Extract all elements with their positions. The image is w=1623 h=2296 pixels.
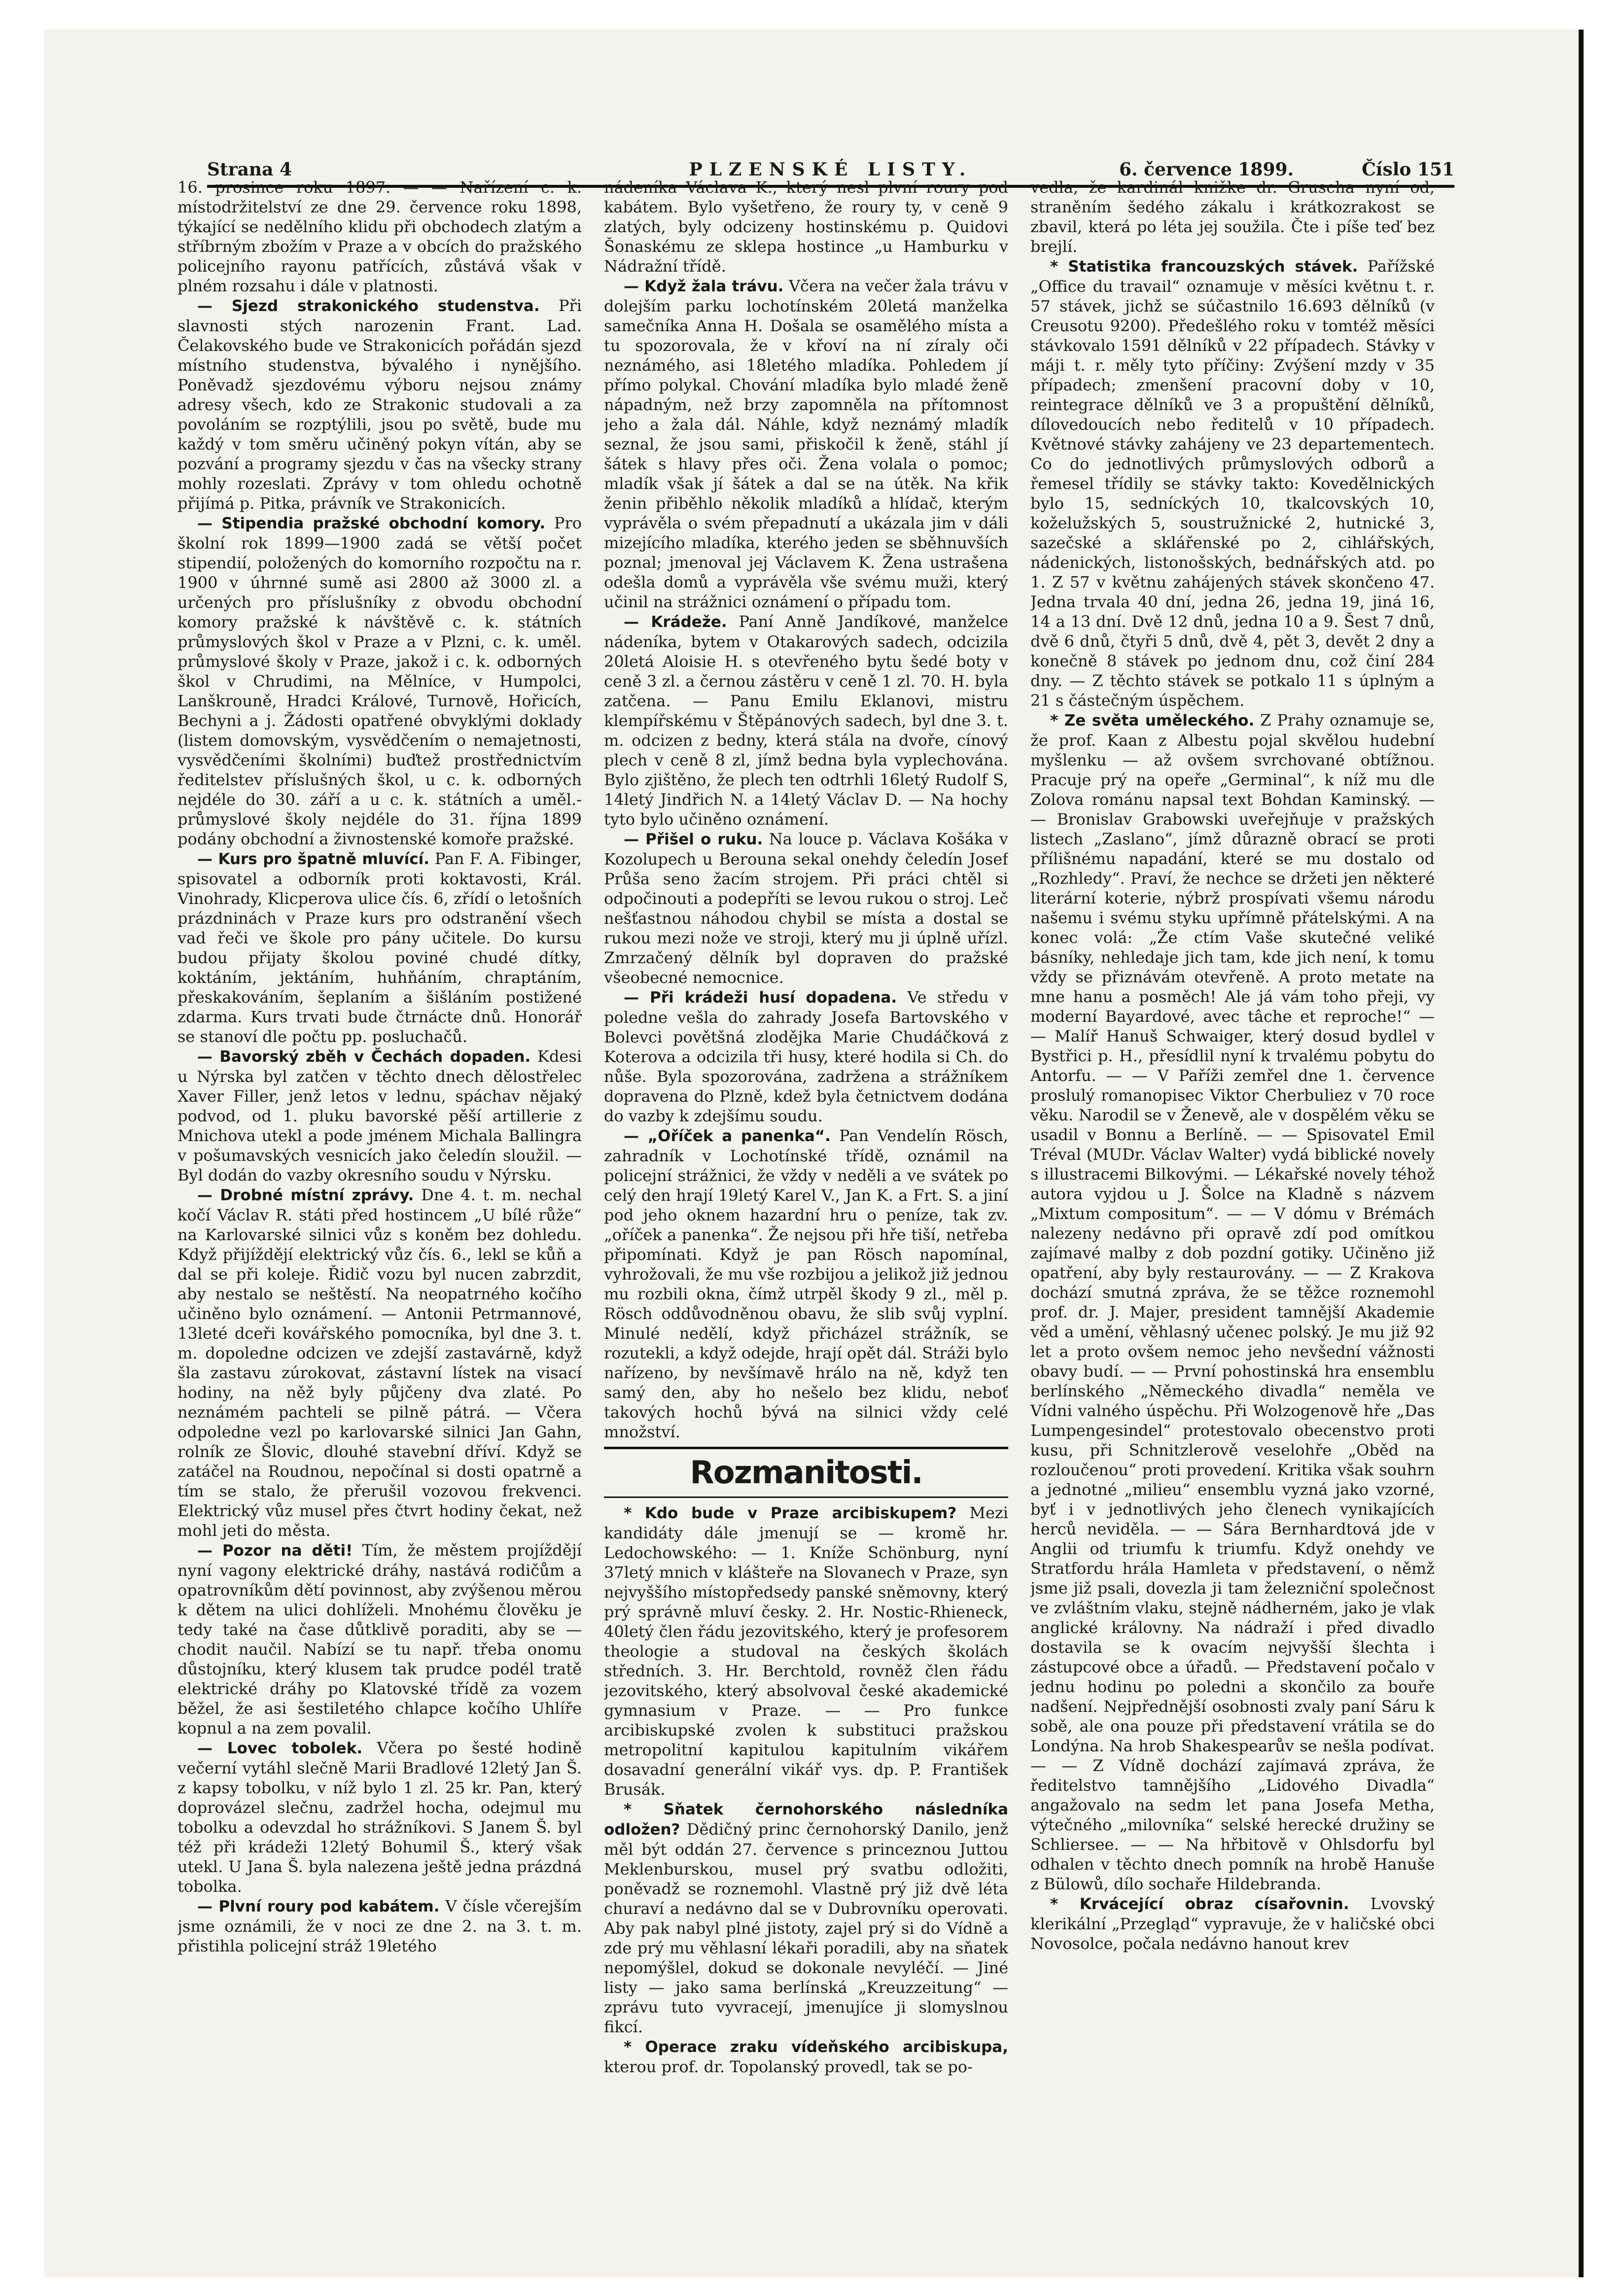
article-text: Pařížské „Office du travail“ oznamuje v měsíci květnu t. r. 57 stávek, jichž se súčastnilo 16.693 dělníků (v Creusotu 9200). Předešlého roku v tomtéž měsíci stávkovalo 1591 dělníků v 22 případech. Stávky v máji t. r. měly tyto příčiny: Zvýšení mzdy v 35 případech; zmenšení pracovní doby v 10, reintegrace dělníků ve 3 a propuštění dělníků, dílovedoucích nebo ředitelů v 10 případech. Květnové stávky zahájeny ve 23 departementech. Co do jednotlivých průmyslových odborů a řemesel třídily se stávky takto: Kovedělnických bylo 15, sedníckých 10, tkalcovských 10, koželužských 5, soustružnické 2, hutnické 3, sazečské a sklářenské po 2, cihlářských, nádenických, listonošských, bednářských atd. po 1. Z 57 v květnu zahájených stávek skončeno 47. Jedna trvala 40 dní, jedna 26, jedna 19, jiná 16, 14 a 13 dní. Dvě 12 dnů, jedna 10 a 9. Šest 7 dnů, dvě 6 dnů, čtyři 5 dnů, dvě 4, pět 3, devět 2 dny a konečně 8 stávek po jednom dnu, což činí 284 dny. — Z těchto stávek se potkalo 11 s úplným a 21 s částečným úspěchem. xyxy=(1030,257,1435,710)
article-text: Včera po šesté hodině večerní vytáhl slečně Marii Bradlové 12letý Jan Š. z kapsy tobolku, v níž bylo 1 zl. 25 kr. Pan, který doprovázel slečnu, zadržel hocha, odejmul mu tobolku a odevzdal ho strážníkovi. S Janem Š. byl též při krádeži 12letý Bohumil Š., který však utekl. U Jana Š. byla nalezena ještě jedna prázdná tobolka. xyxy=(177,1739,582,1896)
article-paragraph xyxy=(177,1185,582,1540)
article-paragraph xyxy=(177,296,582,513)
article-paragraph xyxy=(604,177,1008,276)
article-headline: * Krvácející obraz císařovnin. xyxy=(1050,1895,1349,1913)
article-headline: — Při krádeži husí dopadena. xyxy=(624,989,897,1007)
article-text: Kdesi u Nýrska byl zatčen v těchto dnech dělostřelec Xaver Filler, jenž letos v lednu, spáchav nějaký podvod, od 1. pluku bavorské pěší artillerie z Mnichova utekl a pode jménem Michala Ballingra v pošumavských vesnicích jako čeledín sloužil. — Byl dodán do vazby okresního soudu v Nýrsku. xyxy=(177,1047,582,1184)
article-text: Mezi kandidáty dále jmenují se — kromě hr. Ledochowského: — 1. Kníže Schönburg, nyní 37letý mnich v klášteře na Slovanech v Praze, syn nejvyššího místopředsedy panské sněmovny, který prý správně mluví česky. 2. Hr. Nostic-Rhieneck, 40letý člen řádu jezovitského, který je profesorem theologie a studoval na českých školách středních. 3. Hr. Berchtold, rovněž člen řádu jezovitského, který absolvoval české akademické gymnasium v Praze. — — Pro funkce arcibiskupské zvolen k substituci pražskou metropolitní kapitulou kapitulním vikářem dosavadní generální vikář vys. dp. P. František Brusák. xyxy=(604,1503,1008,1799)
article-paragraph xyxy=(177,513,582,849)
article-text: Při slavnosti stých narozenin Frant. Lad. Čelakovského bude ve Strakonicích pořádán sjezd místního studenstva, bývalého i nynějšího. Poněvadž sjezdovému výboru nejsou známy adresy všech, kdo ze Strakonic studovali a za povoláním se rozptýlili, jsou po světě, bude mu každý v tom směru učiněný pokyn vítán, aby se pozvání a programy sjezdu v čas na všecky strany mohly rozeslati. Zprávy v tom ohledu ochotně přijímá p. Pitka, právník ve Strakonicích. xyxy=(177,296,582,513)
article-paragraph xyxy=(604,1799,1008,2037)
article-paragraph xyxy=(177,177,582,296)
article-headline: — Plvní roury pod kabátem. xyxy=(197,1898,440,1915)
column-3 xyxy=(1030,177,1435,2208)
issue-number: Číslo 151 xyxy=(1362,159,1454,180)
article-paragraph xyxy=(1030,256,1435,710)
article-text: Pan F. A. Fibinger, spisovatel a odborník proti koktavosti, Král. Vinohrady, Klicperova ulice čís. 6, zřídí o letošních prázdninách v Praze kurs pro odstranění všech vad řeči ve škole pro pány učitele. Do kursu budou přijaty školou poviné chudé dítky, koktáním, jektáním, huhňáním, chraptáním, přeskakováním, šeplaním a šišláním postižené zdarma. Kurs trvati bude čtrnácte dnů. Honorář se stanoví dle počtu pp. posluchačů. xyxy=(177,849,582,1046)
article-headline: — „Oříček a panenka“. xyxy=(624,1127,831,1145)
column-1 xyxy=(177,177,582,2208)
article-text: Dědičný princ černohorský Danilo, jenž měl být oddán 27. července s princeznou Juttou Meklenburskou, musel prý svatbu odložiti, poněvadž se roznemohl. Vlastně prý již dvě léta churaví a nedávno dal se v Dubrovníku operovati. Aby pak nabyl plné jistoty, zajel prý si do Vídně a zde prý mu věhlasní lékaři poradili, aby na sňatek nepomýšlel, dokud se dokonale nevyléčí. — Jiné listy — jako sama berlínská „Kreuzzeitung“ — zprávu tuto vyvracejí, jmenujíce ji slomyslnou fikcí. xyxy=(604,1820,1008,2036)
article-headline: * Ze světa uměleckého. xyxy=(1050,712,1255,730)
article-headline: — Krádeže. xyxy=(624,613,727,631)
article-paragraph xyxy=(1030,1894,1435,1953)
article-headline: — Přišel o ruku. xyxy=(624,831,763,848)
article-paragraph xyxy=(604,2037,1008,2077)
article-text: Ve středu v poledne vešla do zahrady Josefa Bartovského v Bolevci povětšná zlodějka Marie Chudáčková z Koterova a odcizila tři husy, které hodila si Ch. do nůše. Byla spozorována, zadržena a strážníkem dopravena do Plzně, kdež byla četnictvem dodána do vazby k zdejšímu soudu. xyxy=(604,988,1008,1125)
article-paragraph xyxy=(177,849,582,1046)
article-headline: * Operace zraku vídeňského arcibiskupa, xyxy=(624,2038,1008,2056)
article-text: kterou prof. dr. Topolanský provedl, tak se po- xyxy=(604,2057,973,2076)
article-paragraph xyxy=(177,1540,582,1738)
article-paragraph xyxy=(604,1503,1008,1799)
page-number: Strana 4 xyxy=(207,159,292,180)
column-2 xyxy=(604,177,1008,2208)
article-text: Na louce p. Václava Košáka v Kozolupech u Berouna sekal onehdy čeledín Josef Průša seno žacím strojem. Při práci chtěl si odpočinouti a podepříti se levou rukou o stroj. Leč nešťastnou náhodou chybil se místa a dostal se rukou mezi nože ve stroji, který mu ji úplně uřízl. Zmrzačený dělník byl dopraven do pražské všeobecné nemocnice. xyxy=(604,830,1008,987)
article-paragraph xyxy=(604,987,1008,1126)
article-paragraph xyxy=(177,1896,582,1956)
article-text: vedla, že kardinál knižke dr. Gruscha nyní od, straněním šedého zákalu i krátkozrakost se zbavil, která po léta jej soužila. Čte i píše teď bez brejlí. xyxy=(1030,178,1435,256)
article-paragraph xyxy=(604,829,1008,987)
article-headline: — Stipendia pražské obchodní komory. xyxy=(197,515,546,532)
article-text: nádeníka Václava K., který nesl plvní roury pod kabátem. Bylo vyšetřeno, že roury ty, v ceně 9 zlatých, byly odcizeny hostinskému p. Quidovi Šonaskému ze sklepa hostince „u Hamburku v Nádražní třídě. xyxy=(604,178,1008,276)
article-paragraph xyxy=(177,1046,582,1185)
newspaper-title: PLZENSKÉ LISTY. xyxy=(689,159,973,180)
article-headline: * Sňatek černohorského následníka odložen? xyxy=(604,1801,1008,1839)
section-title: Rozmanitosti. xyxy=(690,1455,922,1491)
article-text: Pan Vendelín Rösch, zahradník v Lochotínské třídě, oznámil na policejní strážnici, že vždy v neděli a ve svátek po celý den hrají 19letý Karel V., Jan K. a Frt. S. a jiní pod jeho oknem hazardní hru o peníze, tak zv. „oříček a panenka“. Že nejsou při hře tiší, netřeba připomínati. Když je pan Rösch napomínal, vyhrožovali, že mu vše rozbijou a jelikož již jednou mu rozbili okna, čímž utrpěl škody 9 zl., měl p. Rösch oddůvodněnou obavu, že slib svůj vyplní. Minulé nedělí, když přicházel strážník, se rozutekli, a když odejde, hrají opět dál. Stráži bylo nařízeno, by nevšímavě hrálo na ně, když ten samý den, aby ho nešelo bez klidu, neboť takových hochů bývá na silnici vždy celé množství. xyxy=(604,1126,1008,1441)
article-text: V čísle včerejším jsme oznámili, že v noci ze dne 2. na 3. t. m. přistihla policejní stráž 19letého xyxy=(177,1897,582,1955)
article-text: 16. prosince roku 1897. — — Nařízení c. k. místodržitelství ze dne 29. července roku 1898, týkající se nedělního klidu při obchodech zlatým a stříbrným zbožím v Praze a v obcích do pražského policejního rayonu patřících, zůstává však v plném rozsahu i dále v platnosti. xyxy=(177,178,582,295)
article-text: Tím, že městem projíždějí nyní vagony elektrické dráhy, nastává rodičům a opatrovníkům dětí povinnost, aby zvýšenou měrou k dětem na ulici dohlíželi. Mnohému člověku je tedy také na čase důtklivě poraditi, aby se — chodit naučil. Nabízí se tu např. třeba onomu důstojníku, který klusem tak prudce podél tratě elektrické dráhy po Klatovské třídě za vozem běžel, že asi šestiletého chlapce kočího Uhlíře kopnul a na zem povalil. xyxy=(177,1541,582,1738)
article-text: Dne 4. t. m. nechal kočí Václav R. státi před hostincem „U bílé růže“ na Karlovarské silnici vůz s koněm bez dohledu. Když přijíždějí elektrický vůz čís. 6., lekl se kůň a dal se při koleje. Řidič vozu byl nucen zabrzdit, aby nestalo se neštěstí. Na neopatrného kočího učiněno bylo oznámení. — Antonii Petrmannové, 13leté dceři kovářského pomocníka, byl dne 3. t. m. dopoledne odcizen ve zdejší zastavárně, když šla zastavu zúrokovat, zástavní lístek na visací hodiny, na něž byly půjčeny dva zlaté. Po neznámém pachteli se pilně pátrá. — Včera odpoledne vezl po karlovarské silnici Jan Gahn, rolník ze Šlovic, dlouhé stavební dříví. Když se zatáčel na Roudnou, nepočínal si dosti opatrně a tím se stalo, že přerušil vozovou frekvenci. Elektrický vůz musel přes čtvrt hodiny čekat, než mohl jeti do města. xyxy=(177,1185,582,1540)
article-text: Paní Anně Jandíkové, manželce nádeníka, bytem v Otakarových sadech, odcizila 20letá Aloisie H. s otevřeného bytu šedé boty v ceně 3 zl. a černou zástěru v ceně 1 zl. 70. H. byla zatčena. — Panu Emilu Eklanovi, mistru klempířskému v Štěpánových sadech, byl dne 3. t. m. odcizen z bedny, která stála na dvoře, cínový plech v ceně 8 zl, jímž bedna byla vyplechována. Bylo zjištěno, že plech ten odtrhli 16letý Rudolf S, 14letý Jindřich N. a 14letý Václav D. — Na hochy tyto bylo učiněno oznámení. xyxy=(604,612,1008,829)
article-paragraph xyxy=(1030,177,1435,256)
article-paragraph xyxy=(604,1126,1008,1442)
column-2-news xyxy=(604,177,1008,1442)
article-headline: — Bavorský zběh v Čechách dopaden. xyxy=(197,1048,531,1066)
article-paragraph xyxy=(604,612,1008,829)
article-paragraph xyxy=(177,1738,582,1896)
article-headline: * Kdo bude v Praze arcibiskupem? xyxy=(624,1504,957,1522)
article-headline: * Statistika francouzských stávek. xyxy=(1050,258,1358,276)
issue-date: 6. července 1899. xyxy=(1119,159,1294,180)
article-headline: — Pozor na děti! xyxy=(197,1542,353,1560)
article-paragraph xyxy=(604,276,1008,612)
article-headline: — Lovec tobolek. xyxy=(197,1739,363,1757)
section-rule-thin xyxy=(604,1496,1008,1498)
article-text: Pro školní rok 1899—1900 zadá se větší počet stipendií, položených do komorního rozpočtu na r. 1900 v úhrnné sumě asi 2800 až 3000 zl. a určených pro příslušníky z obvodu obchodní komory pražské k návštěvě c. k. státních průmyslových škol v Praze a v Plzni, c. k. uměl. průmyslové školy v Praze, jakož i c. k. odborných škol v Chrudimi, na Mělníce, v Humpolci, Lanškrouně, Hradci Králové, Turnově, Hořicích, Bechyni a j. Žádosti opatřené obvyklými doklady (listem domovským, vysvědčením o nemajetnosti, vysvědčeními školními) buďtež prostřednictvím ředitelstev příslušných škol, u c. k. odborných nejdéle do 30. září a u c. k. státních a uměl.-průmyslové školy nejdéle do 31. října 1899 podány obchodní a živnostenské komoře pražské. xyxy=(177,514,582,848)
article-headline: — Drobné místní zprávy. xyxy=(197,1186,414,1204)
article-text: Včera na večer žala trávu v dolejším parku lochotínském 20letá manželka samečníka Anna H. Došala se osamělého místa a tu spozorovala, že v křoví na ní zíraly oči neznámého, asi 18letého mladíka. Pohledem jí přímo polykal. Chování mladíka bylo mladé ženě nápadným, než brzy zapomněla na přítomnost jeho a žala dál. Náhle, když neznámý mladík seznal, že jsou sami, přiskočil k ženě, stáhl jí šátek s hlavy přes oči. Žena volala o pomoc; mladík však jí šátek a dal se na útěk. Na křik ženin přiběhlo několik mladíků a hlídač, kterým vyprávěla o svém přepadnutí a ukázala jim v dáli mizejícího mladíka, kterého jeden se sběhnuvších poznal; jmenoval jej Václavem K. Žena ustrašena odešla domů a vyprávěla vše svému muži, který učinil na strážnici oznámení o případu tom. xyxy=(604,277,1008,611)
article-text: Z Prahy oznamuje se, že prof. Kaan z Albestu pojal skvělou hudební myšlenku — až ovšem svrchované obtížnou. Pracuje prý na opeře „Germinal“, k níž mu dle Zolova románu napsal text Bohdan Kaminský. — — Bronislav Grabowski uveřejňuje v pražských listech „Zaslano“, jímž důrazně obrací se proti přílišnému napadání, které se mu dostalo od „Rozhledy“. Praví, že nechce se držeti jen některé literární koterie, nýbrž prospívati všemu národu našemu i svému styku upřímně přátelskými. A na konec volá: „Že ctím Vaše skutečné veliké básníky, nehledaje jich tam, kde jich není, k tomu vždy se přiznávám otevřeně. A proto metate na mne hanu a posměch! Ale já vám toho přeji, vy moderní Bayardové, avec tâche et reproche!“ — — Malíř Hanuš Schwaiger, který dosud bydlel v Bystřici p. H., přesídlil nyní k trvalému pobytu do Antorfu. — — V Paříži zemřel dne 1. července proslulý romanopisec Viktor Cherbuliez v 70 roce věku. Narodil se v Ženevě, ale v dospělém věku se usadil v Bonnu a Berlíně. — — Spisovatel Emil Tréval (MUDr. Václav Walter) vydá biblické novely s illustracemi Bilkovými. — Lékařské novely téhož autora vyjdou u J. Šolce na Kladně s názvem „Mixtum compositum“. — — V dómu v Brémách nalezeny nedávno při opravě zdí pod omítkou zajímavé malby z dob pozdní gotiky. Učiněno již opatření, aby byly restaurovány. — — Z Krakova dochází smutná zpráva, že se těžce roznemohl prof. dr. J. Majer, president tamnější Akademie věd a umění, věhlasný učenec polský. Je mu již 92 let a proto ovšem nemoc jeho nevšední vážnosti obavy budí. — — První pohostinská hra ensemblu berlínského „Německého divadla“ neměla ve Vídni valného úspěchu. Při Wolzogenově hře „Das Lumpengesindel“ protestovalo obecenstvo proti kusu, při Schnitzlerově veselohře „Oběd na rozloučenou“ proti provedení. Kritika však souhrn a jednotné „milieu“ ensemblu vyzná jako vzorné, byť i v jednotlivých jeho členech vynikajících herců neviděla. — — Sára Bernhardtová jde v Anglii od triumfu k triumfu. Když onehdy ve Stratfordu hrála Hamleta v představení, o němž jsme již psali, dovezla ji tam železniční společnost ve zvláštním vlaku, stejně nádherném, jako je vlak anglické královny. Na nádraží i před divadlo dostavila se k ovacím nejvyšší šlechta i zástupcové obce a úřadů. — Představení počalo v jednu hodinu po poledni a skončilo za bouře nadšení. Nejpřednější osobnosti zvaly paní Sáru k sobě, ale ona pouze při představení vrátila se do Londýna. Na hrob Shakespearův se nešla podívat. — — Z Vídně dochází zajímavá zpráva, že ředitelstvo tamnějšího „Lidového Divadla“ angažovalo na sedm let pana Josefa Metha, výtečného „milovníka“ selské herecké družiny se Schliersee. — — Na hřbitově v Ohlsdorfu byl odhalen v těchto dnech pomník na hrobě Hanuše z Bülowů, dílo sochaře Hildebranda. xyxy=(1030,711,1435,1893)
column-2-miscellany xyxy=(604,1503,1008,2077)
article-headline: — Když žala trávu. xyxy=(624,278,784,295)
article-text: Lvovský klerikální „Przegląd“ vypravuje, že v haličské obci Novosolce, počala nedávno hanout krev xyxy=(1030,1894,1435,1953)
section-rule xyxy=(604,1447,1008,1449)
article-headline: — Kurs pro špatně mluvící. xyxy=(197,850,430,868)
article-paragraph xyxy=(1030,710,1435,1894)
article-headline: — Sjezd strakonického studenstva. xyxy=(197,297,540,315)
